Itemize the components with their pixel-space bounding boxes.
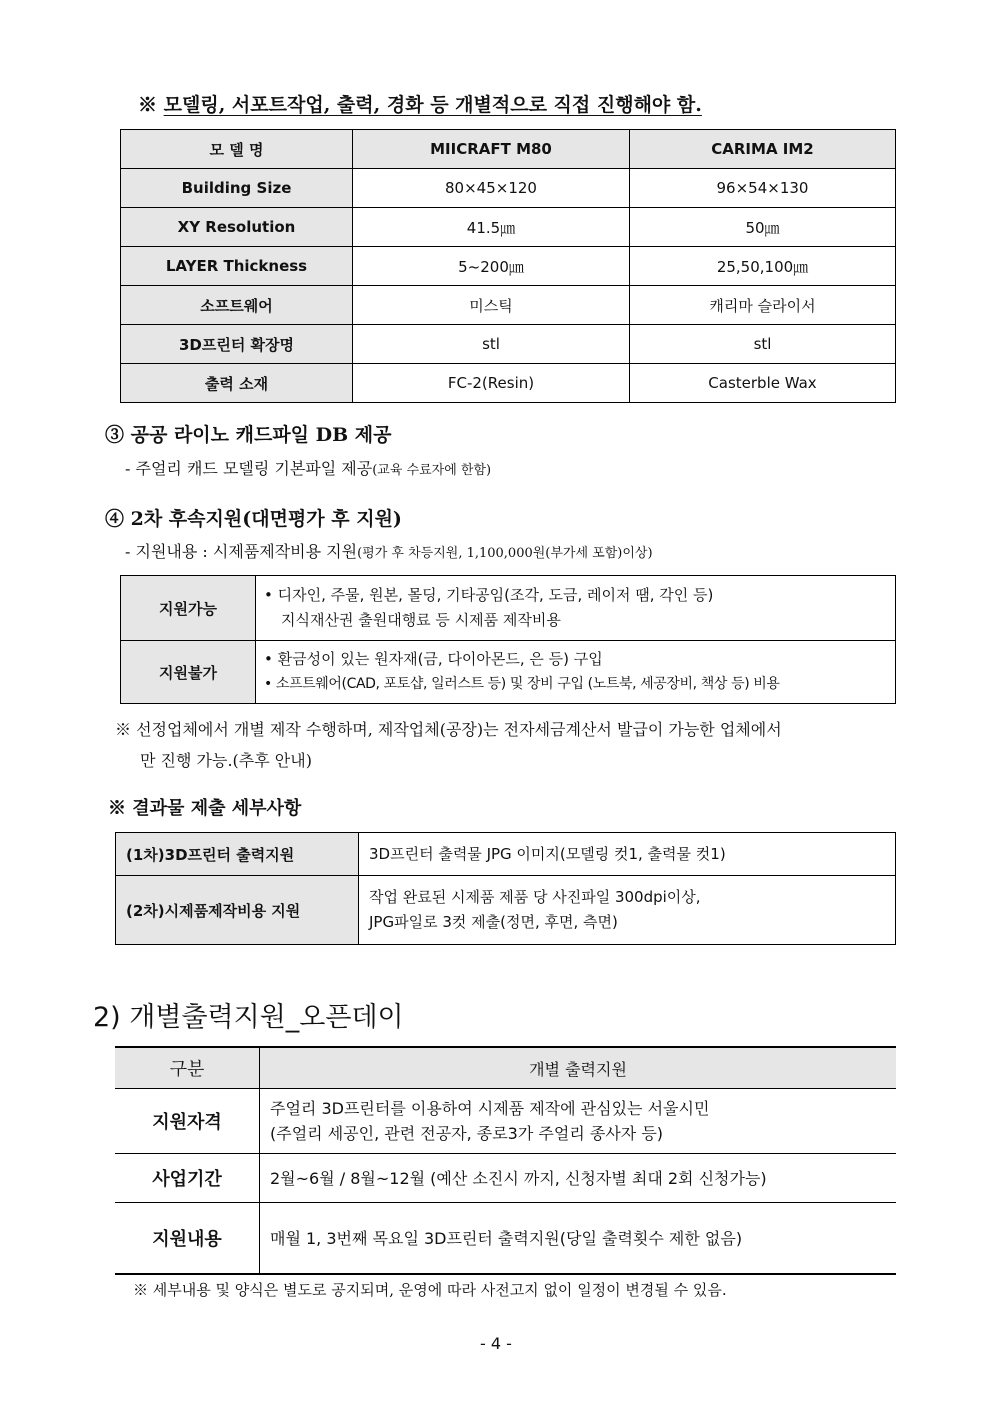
notice-mid-line2: 만 진행 가능.(추후 안내) bbox=[140, 751, 312, 770]
footer-note: ※ 세부내용 및 양식은 별도로 공지되며, 운영에 따라 사전고지 없이 일정이 변경될 수 있음. bbox=[133, 1281, 727, 1299]
notice-text: 모델링, 서포트작업, 출력, 경화 등 개별적으로 직접 진행해야 함. bbox=[163, 94, 702, 116]
cell-line: 지식재산권 출원대행료 등 시제품 제작비용 bbox=[281, 611, 561, 629]
section3-line-main: - 주얼리 캐드 모델링 기본파일 제공 bbox=[125, 459, 373, 478]
header-cell: MIICRAFT M80 bbox=[353, 130, 630, 169]
row-label: (1차)3D프린터 출력지원 bbox=[116, 833, 359, 876]
table-cell: FC-2(Resin) bbox=[353, 364, 630, 403]
section4-line-main: - 지원내용 : 시제품제작비용 지원 bbox=[125, 542, 358, 561]
section3-title: ③ 공공 라이노 캐드파일 DB 제공 bbox=[105, 424, 392, 446]
cell-line: • 소프트웨어(CAD, 포토샵, 일러스트 등) 및 장비 구입 (노트북, 세공장비, 책상 등) 비용 bbox=[264, 676, 780, 692]
cell-line: • 환금성이 있는 원자재(금, 다이아몬드, 은 등) 구입 bbox=[264, 650, 603, 668]
table-cell bbox=[260, 1203, 897, 1275]
table-cell: 25,50,100㎛ bbox=[630, 247, 896, 286]
table-row bbox=[115, 1154, 896, 1203]
section3-line bbox=[125, 456, 491, 479]
printer-spec-table bbox=[120, 129, 896, 403]
header-cell: 모 델 명 bbox=[121, 130, 353, 169]
section4-line-note: (평가 후 차등지원, 1,100,000원(부가세 포함)이상) bbox=[357, 546, 653, 561]
table-header-row bbox=[121, 130, 896, 169]
table-header-row bbox=[115, 1047, 896, 1089]
section4-title: ④ 2차 후속지원(대면평가 후 지원) bbox=[105, 508, 402, 530]
notice-mid-line1: ※ 선정업체에서 개별 제작 수행하며, 제작업체(공장)는 전자세금계산서 발급이 가능한 업체에서 bbox=[115, 720, 782, 739]
table-row bbox=[121, 641, 896, 704]
table-row bbox=[116, 833, 896, 876]
row-label: LAYER Thickness bbox=[121, 247, 353, 286]
table-cell: 50㎛ bbox=[630, 208, 896, 247]
row-label: 지원자격 bbox=[115, 1089, 260, 1154]
cell-line: JPG파일로 3컷 제출(정면, 후면, 측면) bbox=[369, 913, 618, 931]
table-cell bbox=[256, 576, 896, 641]
openday-table bbox=[115, 1046, 896, 1275]
row-label: XY Resolution bbox=[121, 208, 353, 247]
table-row bbox=[121, 576, 896, 641]
support-table bbox=[120, 575, 896, 704]
cell-line: (주얼리 세공인, 관련 전공자, 종로3가 주얼리 종사자 등) bbox=[270, 1124, 664, 1143]
table-cell: 41.5㎛ bbox=[353, 208, 630, 247]
section4-line bbox=[125, 539, 653, 562]
table-cell: stl bbox=[353, 325, 630, 364]
table-row bbox=[121, 208, 896, 247]
row-label: 소프트웨어 bbox=[121, 286, 353, 325]
table-row bbox=[121, 325, 896, 364]
cell-line: 3D프린터 출력물 JPG 이미지(모델링 컷1, 출력물 컷1) bbox=[369, 844, 726, 863]
cell-line: 주얼리 3D프린터를 이용하여 시제품 제작에 관심있는 서울시민 bbox=[270, 1099, 710, 1118]
table-cell bbox=[359, 833, 896, 876]
row-label: 사업기간 bbox=[115, 1154, 260, 1203]
table-cell: 미스틱 bbox=[353, 286, 630, 325]
cell-line: 작업 완료된 시제품 제품 당 사진파일 300dpi이상, bbox=[369, 888, 701, 906]
table-cell bbox=[260, 1089, 897, 1154]
table-cell bbox=[359, 876, 896, 945]
header-cell: 구분 bbox=[115, 1047, 260, 1089]
table-row bbox=[121, 286, 896, 325]
row-label: 3D프린터 확장명 bbox=[121, 325, 353, 364]
cell-line: 2월~6월 / 8월~12월 (예산 소진시 까지, 신청자별 최대 2회 신청가능) bbox=[270, 1168, 767, 1188]
cell-line: • 디자인, 주물, 원본, 몰딩, 기타공임(조각, 도금, 레이저 땜, 각인 등) bbox=[264, 586, 714, 604]
table-row bbox=[116, 876, 896, 945]
table-cell bbox=[256, 641, 896, 704]
table-cell: stl bbox=[630, 325, 896, 364]
table-row bbox=[121, 364, 896, 403]
results-table bbox=[115, 832, 896, 945]
table-cell: 5~200㎛ bbox=[353, 247, 630, 286]
top-notice bbox=[138, 90, 702, 117]
table-cell bbox=[260, 1154, 897, 1203]
section-heading-openday: 2) 개별출력지원_오픈데이 bbox=[93, 1002, 404, 1033]
notice-mark: ※ bbox=[138, 94, 158, 116]
header-cell: CARIMA IM2 bbox=[630, 130, 896, 169]
table-cell: 80×45×120 bbox=[353, 169, 630, 208]
section3-line-note: (교육 수료자에 한함) bbox=[372, 463, 492, 478]
table-cell: 96×54×130 bbox=[630, 169, 896, 208]
cell-line: 매월 1, 3번째 목요일 3D프린터 출력지원(당일 출력횟수 제한 없음) bbox=[270, 1228, 743, 1248]
table-row bbox=[115, 1089, 896, 1154]
table-cell: Casterble Wax bbox=[630, 364, 896, 403]
table-row bbox=[121, 247, 896, 286]
row-label: 지원불가 bbox=[121, 641, 256, 704]
row-label: (2차)시제품제작비용 지원 bbox=[116, 876, 359, 945]
row-label: Building Size bbox=[121, 169, 353, 208]
results-title: ※ 결과물 제출 세부사항 bbox=[108, 798, 302, 819]
table-row bbox=[115, 1203, 896, 1275]
page-number: - 4 - bbox=[480, 1334, 512, 1353]
row-label: 출력 소재 bbox=[121, 364, 353, 403]
header-cell: 개별 출력지원 bbox=[260, 1047, 897, 1089]
table-cell: 캐리마 슬라이서 bbox=[630, 286, 896, 325]
table-row bbox=[121, 169, 896, 208]
row-label: 지원내용 bbox=[115, 1203, 260, 1275]
row-label: 지원가능 bbox=[121, 576, 256, 641]
